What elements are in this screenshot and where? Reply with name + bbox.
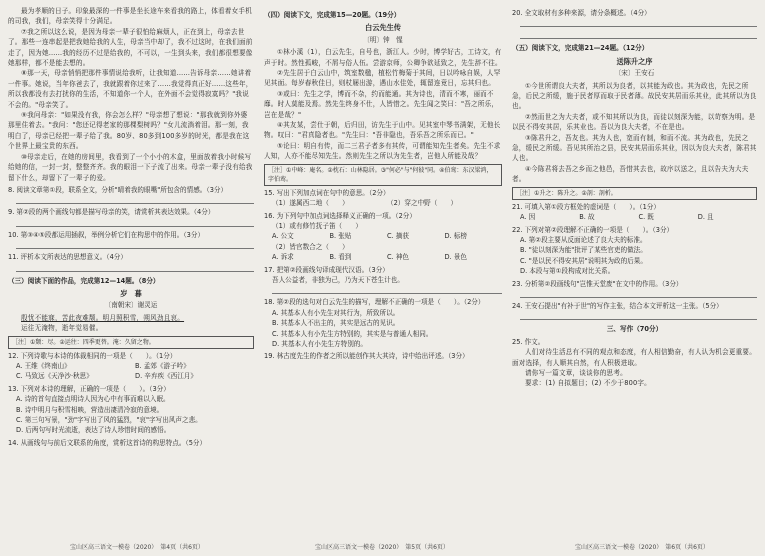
- poem-line: 运往无淹物，逝年觉易催。: [21, 324, 103, 333]
- answer-line[interactable]: [16, 195, 254, 204]
- quoted-sentence: 吾人公益者，非独为己，乃为天下苍生计也。: [272, 275, 404, 284]
- option[interactable]: B. "徒以刻深为能"批评了某些官吏的做法。: [520, 246, 647, 255]
- essay-requirements: 要求：(1) 自拟题目；(2) 不少于800字。: [525, 379, 651, 388]
- option[interactable]: D. 景色: [444, 253, 467, 262]
- option[interactable]: C. 既: [638, 213, 654, 222]
- passage-paragraph: ⑧那一天，母亲悄悄把那件事情说给我听，让我知道……告诉母亲……她讲着一件事。她说，当年你爸去了，我就跟着你过来了……我觉得真正好……这些年，所以我都没有去打扰你的生活，不知道你一个人，在外面不会觉得寂寞吗？"我说不会的。"母亲笑了。: [8, 69, 253, 109]
- annotation-note: ［注］①颓：尽。②运往：四季更替。淹：久留之物。: [8, 336, 254, 349]
- question-17: 17. 把第②段画线句译成现代汉语。（3分）: [264, 265, 389, 274]
- page-footer: 宝山区高三语文一模卷（2020） 第5页（共6页）: [315, 544, 449, 551]
- sub-question: （1）或有修竹抚子笛（ ）: [272, 221, 362, 230]
- answer-line[interactable]: [520, 18, 757, 27]
- option[interactable]: B. 故: [579, 213, 595, 222]
- annotation-note: ［注］①中峰：庵名。②枕石：山林隐居。③"何必"与"何彼"同。④伯鸾：东汉梁鸿，字伯鸾。: [264, 164, 502, 186]
- poem-author: 〔南朝宋〕谢灵运: [104, 301, 158, 310]
- option[interactable]: A. 因: [520, 213, 536, 222]
- option[interactable]: C. "是以民不得安其居"说明其为政的后果。: [520, 256, 647, 265]
- passage-paragraph: ①今世所谓良大夫者，其所以为良者，以其能为政也。其为政也，先民之所急，后民之所缓，施于民者厚而取于民者薄。故民安其居而乐其业，此其所以为良也。: [512, 81, 757, 111]
- poem-line: 殷忧不能寐，苦此夜难颓。明月照积雪，朔风劲且哀。: [21, 313, 185, 322]
- answer-line[interactable]: [520, 289, 757, 298]
- question-13: 13. 下列对本诗的理解，正确的一项是（ ）。（3分）: [8, 384, 170, 393]
- option[interactable]: D. 其基本人有小先生方特别的。: [272, 339, 367, 348]
- option[interactable]: C. 马致远《天净沙·秋思》: [16, 372, 93, 381]
- option[interactable]: D. 且: [697, 213, 714, 222]
- options: [512, 212, 757, 222]
- question-21: 21. 可填入第①段方框处的虚词是（ ）。（1分）: [512, 202, 660, 211]
- question-11: 11. 评析本文所表达的思想意义。（4分）: [8, 253, 127, 262]
- writing-section-heading: 三、写作（70分）: [606, 325, 663, 334]
- option[interactable]: A. 诉求: [272, 253, 294, 262]
- question-18: 18. 第②段的选句对白云先生的描写，理解不正确的一项是（ ）。（2分）: [264, 298, 485, 307]
- answer-line[interactable]: [16, 240, 254, 249]
- question-24: 24. 王安石提出"有补于世"的写作主张，结合本文评析这一主张。（5分）: [512, 301, 723, 310]
- essay-prompt: 人们对待生活总有不同的观点和态度，有人相信勤奋，有人认为机会更重要。面对选择，有人顺其自然，有人积极进取。: [512, 348, 756, 367]
- page-6-column: [512, 6, 757, 534]
- passage-paragraph: ⑨我问母亲："如果没有我，你会怎么样？"母亲想了想说："那我就到你外婆那里住着去。"我问："您还记得老家的那棵梨树吗？"女儿流淌着泪。那一刻，我明白了，母亲已经把一辈子给了我。80岁、80多到100多岁的时光，都是我在这个世界上最宝贵的东西。: [8, 111, 250, 151]
- passage-paragraph: ④今陈君将去吾之乡而之他邑，吾惜其去也，故序以送之，且以告夫为大夫者。: [512, 164, 749, 184]
- page-5-column: [264, 6, 502, 534]
- option[interactable]: C. 神色: [387, 253, 409, 262]
- sub-item[interactable]: （1）遂属西二地（ ）: [272, 199, 349, 208]
- option[interactable]: A. 其基本人有小先生对其行为，所致所以。: [272, 308, 400, 317]
- passage-paragraph: ③或曰：先生之学，博而不杂，约而能通。其为诗也，清而不寒，丽而不靡。时人莫能及焉。然先生终身不仕，人皆惜之。先生闻之笑曰："吾之所乐，岂在是哉？": [264, 89, 499, 119]
- question-22: 22. 下列对第②段理解不正确的一项是（ ）。（3分）: [512, 225, 674, 234]
- answer-line[interactable]: [16, 263, 254, 272]
- option[interactable]: A. 第②段主要从反面论述了良大夫的标准。: [520, 235, 647, 244]
- question-20: 20. 全文取材有多种来源，请分条概述。（4分）: [512, 9, 651, 17]
- question-10: 10. 第③④⑤段都运用插叙，举例分析它们在构思中的作用。（3分）: [8, 230, 205, 239]
- passage-paragraph: ⑩母亲走后，在她的房间里，我看到了一个小小的木盒，里面放着我小时候写给她的信，一封一封，整整齐齐。我的眼泪一下子流了出来。母亲一辈子没有给我留下什么，却留下了一辈子的爱。: [8, 152, 253, 182]
- options: [264, 198, 502, 208]
- section-4-heading: （四）阅读下文，完成第15—20题。（19分）: [264, 11, 401, 19]
- poem-title: 岁 暮: [120, 288, 142, 298]
- question-15: 15. 写出下列加点词在句中的意思。（2分）: [264, 188, 390, 197]
- options: [8, 361, 254, 382]
- section-5-heading: （五）阅读下文，完成第21—24题。（12分）: [512, 44, 649, 53]
- answer-line[interactable]: [520, 311, 757, 320]
- section-3-heading: （三）阅读下面的作品，完成第12—14题。（8分）: [8, 276, 160, 285]
- passage-paragraph: ⑤论曰：明自有传，而二三君子者多有其传，可谓能知先生者矣。先生不求人知，人亦不能尽知先生。然则先生之所以为先生者，岂他人所能及哉？: [264, 141, 501, 161]
- annotation-note: ［注］①升之：陈升之。②剖：剖析。: [512, 187, 757, 200]
- option[interactable]: B. 张贴: [329, 232, 352, 241]
- question-9: 9. 第②段的两个画线句都是描写母亲的笑，请赏析其表达效果。（4分）: [8, 208, 215, 217]
- passage-paragraph: ②先生居于白云山中，筑室数楹，植松竹梅菊于其间，日以吟咏自娱，人罕见其面。每岁春秋佳日，则杖屦出游，遇山水佳处，辄留连竟日，忘其归也。: [264, 69, 501, 88]
- option[interactable]: A. 公文: [272, 232, 294, 241]
- passage-paragraph: ①林小溪（1），白云先生，自号也，浙江人。少时，博学好古，工诗文，有声于时。然性孤峻，不屑与俗人伍。尝游京师，公卿争欲延致之，先生辞不往。: [264, 48, 502, 67]
- option[interactable]: A. 王维《终南山》: [16, 361, 71, 370]
- article-author: 〔宋〕王安石: [614, 69, 655, 78]
- question-12: 12. 下列诗歌与本诗的体裁相同的一项是（ ）。（1分）: [8, 351, 177, 360]
- option[interactable]: B. 其基本人不出主的，其实是远古的见识。: [272, 319, 400, 328]
- question-8: 8. 阅读文章第①段，联系全文，分析"晴着我的眼嘴"所包含的情感。（3分）: [8, 185, 228, 194]
- passage-paragraph: ②然而世之为大夫者，或不知其所以为良，而徒以刻深为能，以苛察为明。是以民不得安其居，乐其业也。吾以为良大夫者，不在是也。: [512, 112, 756, 132]
- page-footer: 宝山区高三语文一模卷（2020） 第4页（共6页）: [70, 544, 204, 551]
- passage-paragraph: ③陈君升之，吾友也。其为人也，宽而有制，和而不流。其为政也，先民之急，缓民之所缓。吾见其所治之县，民安其居而乐其业，因以为良大夫者，陈君其人也。: [512, 133, 757, 163]
- option[interactable]: C. 摘获: [387, 232, 409, 241]
- question-16: 16. 为下列句中加点词选择释义正确的一项。（2分）: [264, 211, 416, 220]
- option[interactable]: C. 第三句写景，"劲"字写出了风的猛烈，"哀"字写出风声之悲。: [16, 416, 202, 424]
- sub-item[interactable]: （2）穿之中野（ ）: [387, 199, 458, 208]
- article-title: 送陈升之序: [616, 56, 653, 66]
- option[interactable]: D. 标榜: [444, 232, 467, 241]
- question-19: 19. 林古度先生的作者之所以能创作其大其诗，诗中给出评述。（3分）: [264, 352, 469, 361]
- page-footer: 宝山区高三语文一模卷（2020） 第6页（共6页）: [575, 544, 709, 551]
- option[interactable]: D. 辛弃疾《西江月》: [135, 372, 198, 381]
- passage-paragraph: ⑦我之所以这么说，是因为母亲一辈子很怕给麻烦人，正在到上，母亲去世了。那些一连串起是把我她给我的人生，母亲当中却了，我不过这时，在我们面前走了，因为她……我的经历不过是给我的，不可以，一生到头来，我们都很想要像她那样，都不是能去想的。: [8, 27, 253, 68]
- article-title: 白云先生传: [365, 23, 401, 33]
- option[interactable]: C. 其基本人有小先生方特别的，其实是与普通人相同。: [272, 329, 433, 338]
- options: [264, 231, 502, 241]
- article-author: 〔明〕钟 惺: [363, 35, 403, 44]
- essay-prompt: 请你写一篇文章，谈谈你的思考。: [525, 368, 627, 377]
- answer-line[interactable]: [520, 30, 757, 39]
- question-14: 14. 从画线句与前后文联系的角度，赏析这首诗的构思特点。（5分）: [8, 438, 207, 447]
- option[interactable]: A. 诗的首句直接点明诗人因为心中有事而难以入眠。: [16, 395, 170, 404]
- passage-paragraph: 最为孝顺的日子。印象最深的一件事是坐长途车来看我的路上，体看着女手机的司我，我们，母亲笑得十分满足。: [8, 7, 252, 26]
- options: [264, 252, 502, 262]
- passage-paragraph: ④其友某，尝仕于朝，后归田，访先生于山中。见其室中琴书满架，无他长物。叹曰："君真隐者也。"先生曰："吾非隐也，吾乐吾之所乐而已。": [264, 121, 501, 140]
- option[interactable]: D. 本段与第①段构成对比关系。: [520, 267, 615, 276]
- option[interactable]: D. 后两句写时光流逝，表达了诗人珍惜时间的感悟。: [16, 426, 171, 435]
- question-25: 25. 作文。: [512, 337, 545, 346]
- answer-line[interactable]: [272, 285, 502, 294]
- page-4-column: [8, 6, 254, 534]
- option[interactable]: B. 诗中明月与积雪相映，营造出凄清冷寂的意境。: [16, 405, 164, 414]
- question-23: 23. 分析第②段画线句"岂惟天堂废"在文中的作用。（3分）: [512, 279, 683, 288]
- sub-question: （2）皆官数合之（ ）: [272, 242, 349, 251]
- option[interactable]: B. 孟郊《游子吟》: [135, 361, 190, 370]
- answer-line[interactable]: [16, 218, 254, 227]
- option[interactable]: B. 看到: [329, 253, 352, 262]
